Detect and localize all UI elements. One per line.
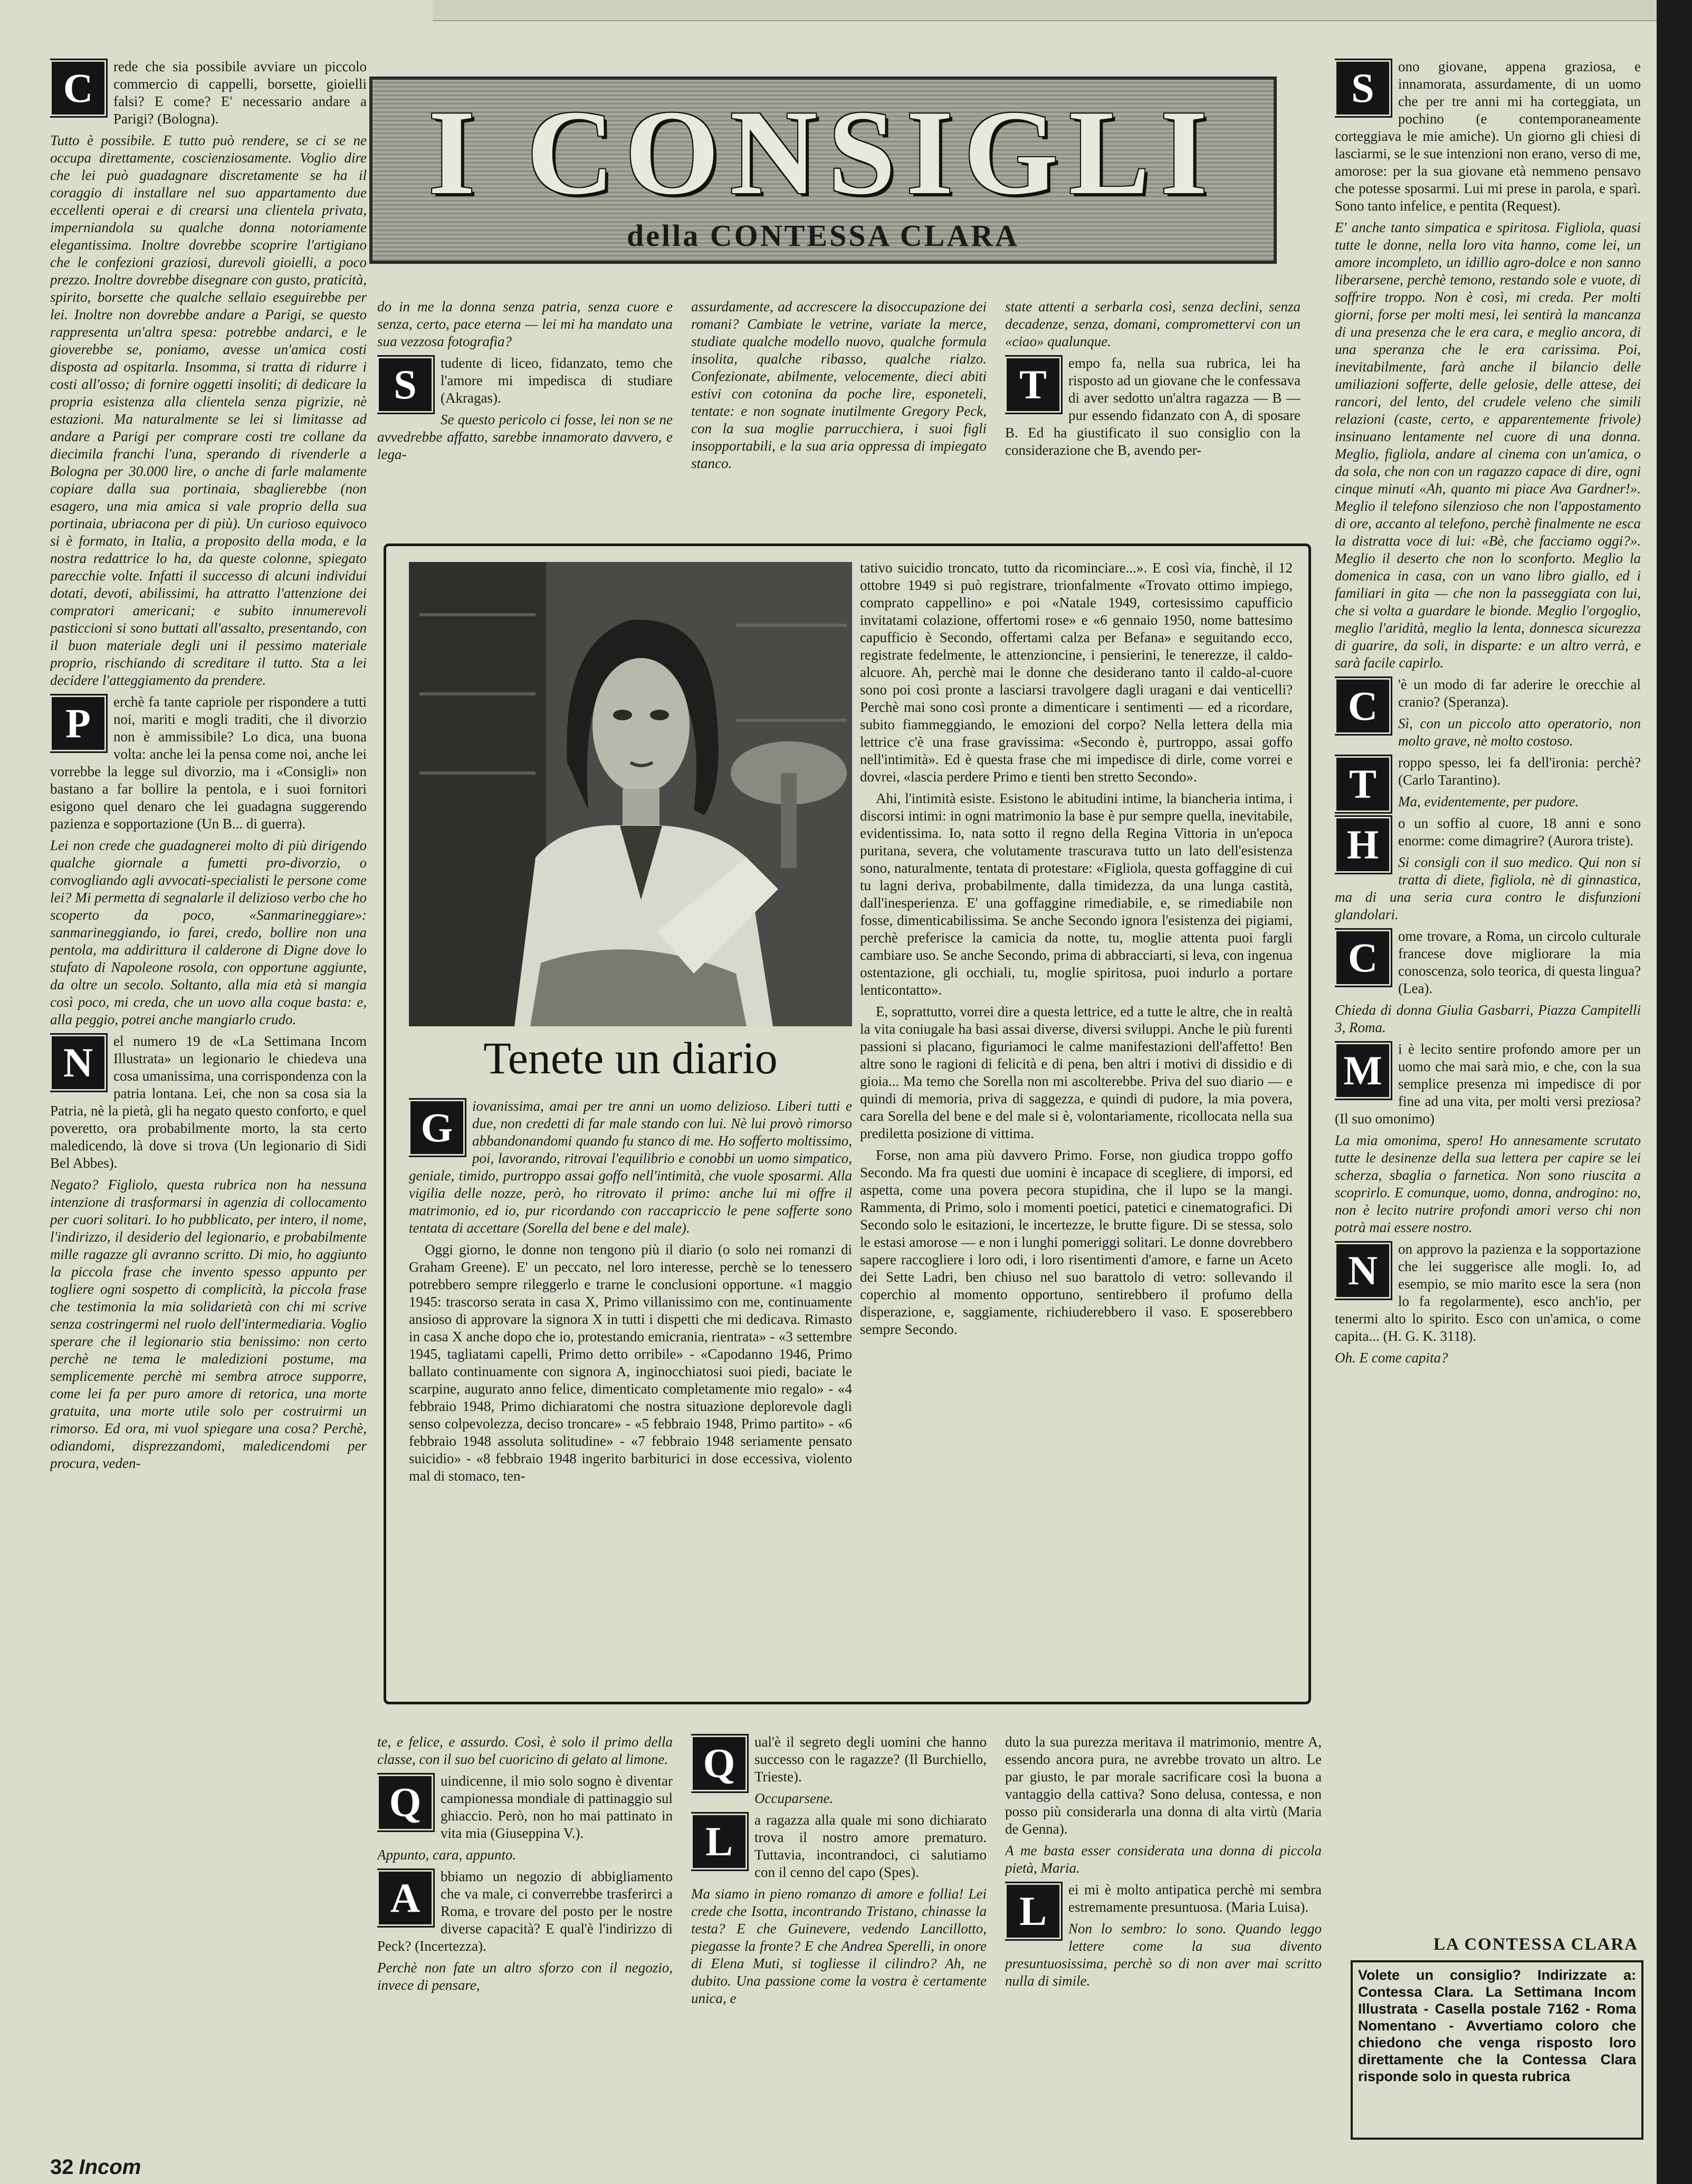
article-title: Tenete un diario (483, 1033, 778, 1083)
reply-continuation: state attenti a serbarla così, senza declini, senza decadenze, senza, domani, compromettervi con un «ciao» qualunque. (1005, 299, 1301, 349)
reply-maria-luisa: Non lo sembro: lo sono. Quando leggo lettere come la sua divento presuntuosissima, perchè so di non aver mai scritto nulla di simile. (1005, 1921, 1322, 1989)
reply-hgk: Oh. E come capita? (1335, 1350, 1448, 1366)
drop-cap: N (1335, 1243, 1391, 1299)
masthead-title: I CONSIGLI (428, 85, 1218, 220)
reply-speranza: Sì, con un piccolo atto operatorio, non molto grave, nè molto costoso. (1398, 716, 1641, 749)
letter-incertezza (377, 1868, 673, 1955)
reply-continuation: te, e felice, e assurdo. Così, è solo il primo della classe, con il suo bel cuoricino di gelato al limone. (377, 1734, 673, 1767)
letter-hgk (1335, 1241, 1641, 1345)
letter-tempo (1005, 355, 1301, 459)
drop-cap: T (1005, 357, 1061, 413)
drop-cap: G (409, 1100, 465, 1156)
reply-student: Se questo pericolo ci fosse, lei non se ne avvedrebbe affatto, sarebbe innamorato davvero, e lega- (377, 412, 673, 462)
drop-cap: S (377, 357, 433, 413)
brand-logo: Incom (79, 2156, 141, 2179)
reply-bologna: Tutto è possibile. E tutto può rendere, se ci se ne occupa direttamente, coscienziosamente. Voglio dire che lei può guadagnare discretamente se ha il coraggio di installare nel suo appartamento due eccellenti operai e di crearsi una clientela privata, imperniandola su qualche donna notoriamente elegantissima. Inoltre dovrebbe scoprire l'artigiano che le confezioni graziosi, durevoli gioielli, a poco prezzo. Inoltre dovrebbe disegnare con gusto, praticità, spirito, borsette che qualche sellaio eseguirebbe per lei. Inoltre non dovrebbe andare a Parigi, se questo rappresenta un'altra spesa: potrebbe andarci, e le gioverebbe se, poniamo, avesse un'amica costi disposta ad ospitarla. Insomma, si tratta di ridurre i costi all'osso; di fornire oggetti insoliti; di dedicare la propria esistenza alla clientela senza pigrizie, nè estazioni. Ma naturalmente se lei si limitasse ad andare a Parigi per comprare costi tre collane da diecimila franchi l'una, sperando di rivenderle a Bologna per 30.000 lire, o anche di farle malamente copiare dalla sua portinaia, sbaglierebbe (non esagero, una mia amica si vale proprio della sua portinaia, ubriacona per di più). Un curioso equivoco si è formato, in Italia, a proposito della moda, e la nostra redattrice lo ha, da queste colonne, spiegato parecchie volte. Infatti il successo di alcuni individui dotati, devoti, abilissimi, ha attratto l'attenzione dei compratori americani; e subito innumerevoli pasticcioni si sono buttati all'assalto, presentando, con il buon materiale degli uni il pessimo materiale proprio, rischiando di screditare il tutto. Sta a lei decidere l'atteggiamento da prendere. (50, 132, 367, 688)
reply-omonimo: La mia omonima, spero! Ho annesamente scrutato tutte le desinenze della sua lettera per capire se lei scherza, sbaglia o farnetica. Non sono riuscita a scoprirlo. E comunque, uomo, donna, androgino: no, non è lecito nutrire profondi amori verso chi non potrà mai essere nostro. (1335, 1132, 1641, 1235)
letter-text: o un soffio al cuore, 18 anni e sono enorme: come dimagrire? (Aurora triste). (1398, 815, 1641, 848)
reply-giuseppina: Appunto, cara, appunto. (377, 1847, 517, 1863)
top-edge-strip (433, 0, 1657, 21)
reply-lea: Chieda di donna Giulia Gasbarri, Piazza Campitelli 3, Roma. (1335, 1002, 1641, 1035)
reply-spes: Ma siamo in pieno romanzo di amore e follia! Lei crede che Isotta, incontrando Tristano, chinasse la testa? E che Guinevere, vedendo Lancillotto, piegasse la fronte? E che Andrea Sperelli, in onore di Elena Muti, si togliesse il cilindro? Ah, ne dubito. Una passione come la vostra è certamente unica, e (691, 1886, 987, 2006)
article-body-left: Oggi giorno, le donne non tengono più il diario (o solo nei romanzi di Graham Greene). E' un peccato, nel loro interesse, perchè se lo tenessero potrebbero sempre rileggerlo e trarne le conclusioni opportune. «1 maggio 1945: trascorso serata in casa X, Primo villanissimo con me, continuamente ansioso di approvare la signora X in tutti i dispetti che mi dedicava. Rimasto in casa X anche dopo che io, protestando emicrania, rientrata» - «3 settembre 1945, tagliatami capelli, Primo detto orribile» - «Capodanno 1946, Primo ballato continuamente con signora A, inginocchiatosi suoi piedi, baciate le scarpine, augurato anno felice, dimenticato completamente mio regalo» - «4 febbraio 1948, Primo dichiaratomi che nostra situazione deplorevole dagli senso colpevolezza, deciso troncare» - «5 febbraio 1948, Primo partito» - «6 febbraio 1948 assoluta solitudine» - «7 febbraio 1948 seriamente pensato suicidio» - «8 febbraio 1948 ingerito barbiturici in dose eccessiva, violento mal di stomaco, ten- (409, 1242, 852, 1484)
page-number: 32 (50, 2156, 74, 2179)
letter-maria-luisa (1005, 1881, 1322, 1934)
drop-cap: L (1005, 1883, 1061, 1939)
article-body-right-1: tativo suicidio troncato, tutto da ricominciare...». E così via, finchè, il 12 ottobre 1949 si può registrare, trionfalmente «Trovato ottimo impiego, comprato cappellino» e poi «Natale 1949, cortesissimo capufficio invitatami colazione, offertomi rose» e «6 gennaio 1950, nome battesimo capufficio è Secondo, offertami calza per Befana» e seguitando ecco, registrate fedelmente, le attenzioncine, i pensierini, le tenerezze, il caldo-alcuore. Ah, perchè mai le donne che desiderano tanto il caldo-al-cuore sono poi così pronte a lasciarsi travolgere dagli uragani e dai venticelli? Perchè mai sono così pronte a dimenticare i sentimenti — ed a ricordare, subito fiammeggiando, le emozioni del corpo? Nella lettera della mia lettrice c'è una frase gravissima: «Secondo è, purtroppo, assai goffo nell'intimità». Ed è questa frase che mi impedisce di dirle, come vorrei e dovrei, «lascia perdere Primo e tienti ben stretto Secondo». (860, 560, 1293, 785)
column-3-top (691, 298, 987, 538)
reply-burchiello: Occuparsene. (754, 1790, 834, 1806)
letter-request (1335, 58, 1641, 215)
binding-edge (1657, 0, 1692, 2184)
letter-text: ei mi è molto antipatica perchè mi sembra estremamente presuntuosa. (Maria Luisa). (1068, 1882, 1322, 1915)
reply-legionnaire: Negato? Figliolo, questa rubrica non ha nessuna intenzione di trasformarsi in agenzia di collocamento per cuori solitari. Io ho pubblicato, per intero, il nome, l'indirizzo, il desiderio del legionario, e probabilmente mille ragazze gli avranno scritto. Di mio, ho aggiunto la piccola frase che invento spesso appunto per togliere ogni sospetto di complicità, la piccola frase che testimonia la mia solidarietà con chi mi scrive senza costringermi nel ruolo dell'intermediaria. Voglio sperare che il legionario stia benissimo: non certo perchè ne tema le maledizioni postume, ma semplicemente perchè mi sembra atroce supporre, come lei fa per puro amore di retorica, una morte gratuita, una morte utile solo per costruirmi un rimorso. Ed ora, mi vuol spiegare una cosa? Perchè, odiandomi, disprezzandomi, maledicendomi per procura, veden- (50, 1177, 367, 1471)
letter-text: uindicenne, il mio solo sogno è diventar campionessa mondiale di pattinaggio sul ghiaccio. Però, non ho mai pattinato in vita mia (Giuseppina V.). (441, 1773, 673, 1841)
letter-text: tudente di liceo, fidanzato, temo che l'amore mi impedisca di studiare (Akragas). (441, 355, 673, 406)
reply-divorce: Lei non crede che guadagnerei molto di più dirigendo qualche giornale a fumetti pro-divorzio, o convogliando agli avvocati-specialisti le persone come lei? Mi permetta di segnalarle il delizioso verbo che ho scoperto da poco, «Sanmarineggiare»: sanmarineggiando, io farei, credo, bollire non una pentola, ma addirittura il calderone di Digne dove lo stufato di Napoleone rosola, con opportune aggiunte, da oltre un secolo. Soltanto, alla mia età si mangia così poco, mi creda, che un uovo alla coque basta: e, alla peggio, potrei anche mangiarlo crudo. (50, 837, 367, 1027)
column-2-top (377, 298, 673, 538)
drop-cap: T (1335, 756, 1391, 812)
drop-cap: C (50, 60, 106, 116)
article-body-right-3: E, soprattutto, vorrei dire a questa lettrice, ed a tutte le altre, che in realtà la vita coniugale ha basi assai diverse, diversi sviluppi. Anche le più furenti passioni si placano, figuriamoci le calme manifestazioni dell'affetto! Ben altre sono le ragioni di felicità e di pena, ben altri i motivi di dissidio e di gioia... Ma temo che Sorella non mi ascolterebbe. Priva del suo diario — e quindi di memoria, priva di saggezza, e quindi di pudore, la mia povera, cara Sorella del bene e del male si è, volontariamente, ricollocata nella sua prediletta posizione di vittima. (860, 1004, 1293, 1141)
drop-cap: S (1335, 60, 1391, 116)
letter-text: bbiamo un negozio di abbigliamento che va male, ci converrebbe trasferirci a Roma, e trovare del posto per le nostre diverse capacità? E qual'è l'indirizzo di Peck? (Incertezza). (377, 1868, 673, 1954)
letter-aurora (1335, 815, 1641, 867)
drop-cap: Q (377, 1775, 433, 1830)
letter-text: el numero 19 de «La Settimana Incom Illustrata» un legionario le chiedeva una cosa umanissima, una corrispondenza con la patria lontana. Lei, che non sa cosa sia la Patria, nè la pietà, gli ha negato questo conforto, e quel poveretto, ora probabilmente morto, la sta certo maledicendo, là dove si trova (Un legionario di Sidi Bel Abbes). (50, 1033, 367, 1171)
letter-continuation: duto la sua purezza meritava il matrimonio, mentre A, essendo ancora pura, ne avrebbe trovato un altro. Le par giusto, le par morale sacrificare così la buona a vantaggio della cattiva? Sono delusa, contessa, e non posso più considerarla una donna di alta virtù (Maria de Genna). (1005, 1734, 1322, 1837)
bottom-column-3 (691, 1733, 987, 2150)
letter-lea (1335, 928, 1641, 997)
letter-text: empo fa, nella sua rubrica, lei ha risposto ad un giovane che le confessava di aver sedotto un'altra ragazza — B — pur essendo fidanzato con A, di sposare B. Ed ha giustificato il suo consiglio con la considerazione che B, avendo per- (1005, 355, 1301, 458)
drop-cap: C (1335, 678, 1391, 734)
reply-maria: A me basta esser considerata una donna di piccola pietà, Maria. (1005, 1843, 1322, 1876)
reply-continuation: do in me la donna senza patria, senza cuore e senza, certo, pace eterna — lei mi ha mandato una sua vezzosa fotografia? (377, 299, 673, 349)
letter-omonimo (1335, 1041, 1641, 1128)
letter-spes (691, 1811, 987, 1881)
letter-text: rede che sia possibile avviare un piccolo commercio di cappelli, borsette, gioielli falsi? E come? E' necessario andare a Parigi? (Bologna). (113, 59, 367, 127)
letter-text: ome trovare, a Roma, un circolo culturale francese dove migliorare la mia conoscenza, solo teorica, di questa lingua? (Lea). (1398, 928, 1641, 996)
masthead-subtitle: della CONTESSA CLARA (627, 218, 1019, 253)
article-letter (409, 1098, 852, 1237)
drop-cap: P (50, 695, 106, 751)
article-right-column (860, 559, 1293, 1696)
letter-divorce (50, 693, 367, 833)
letter-text: iovanissima, amai per tre anni un uomo delizioso. Liberi tutti e due, non credetti di far male stando con lui. Nè lui provò rimorso abbandonandomi quando fu stanco di me. Ho sofferto moltissimo, poi, lavorando, ritrovai l'equilibrio e conobbi un uomo simpatico, geniale, timido, purtroppo assai goffo nell'intimità, che vuole sposarmi. Alla vigilia delle nozze, però, ho ritrovato il primo: anche lui mi offre il matrimonio, ed io, pur ricordando con raccapriccio le pene sofferte sono tentata di accettare (Sorella del bene e del male). (409, 1098, 852, 1236)
bottom-column-2 (377, 1733, 673, 2150)
column-4-top (1005, 298, 1301, 538)
drop-cap: H (1335, 817, 1391, 873)
drop-cap: N (50, 1035, 106, 1091)
reply-incertezza: Perchè non fate un altro sforzo con il negozio, invece di pensare, (377, 1960, 673, 1993)
reply-request: E' anche tanto simpatica e spiritosa. Figliola, quasi tutte le donne, nella loro vita hanno, come lei, un amore incompleto, un idillio agro-dolce e non sanno liberarsene, perchè temono, restando sole e vuote, di soffrire troppo. Non è così, mi creda. Per molti giorni, forse per molti mesi, lei sentirà la mancanza di una presenza che le era cara, e meglio ancora, di una speranza che le era carissima. Poi, inevitabilmente, farà anche il bilancio delle umiliazioni sofferte, delle gelosie, delle attese, dei rancori, del lento, del crudele veleno che simili relazioni (caste, certo, e apparentemente frivole) insinuano lentamente nel cuore di una donna. Meglio, figliola, andare al cinema con un'amica, o da sola, che non con un ragazzo capace di dire, ogni cinque minuti «Ah, quanto mi piace Ava Gardner!». Meglio il telefono silenzioso che non l'appostamento di ore, accanto al telefono, perchè finalmente ne esca la distratta voce di lui: «Bè, che facciamo oggi?». Meglio il deserto che non lo sconforto. Meglio la domenica in casa, con un vano libro giallo, ed i familiari in gita — che non la passeggiata con lui, che si volta a guardare le bionde. Meglio l'orgoglio, meglio l'aridità, meglio la lenta, donnesca sicurezza di guarire, da soli, in disparte: e un altro verrà, e sarà facile capirlo. (1335, 220, 1641, 671)
letter-student (377, 355, 673, 407)
portrait-woman-illustration (409, 562, 852, 1026)
letter-text: on approvo la pazienza e la sopportazione che lei suggerisce alle mogli. Io, ad esempio, se mio marito esce la sera (non lo fa regolarmente), esco anch'io, per tenermi alto lo spirito. Esco con un'amica, o come capita... (H. G. K. 3118). (1335, 1241, 1641, 1344)
drop-cap: C (1335, 930, 1391, 986)
author-signature: LA CONTESSA CLARA (1433, 1935, 1638, 1954)
bottom-column-4 (1005, 1733, 1322, 2150)
letter-text: ono giovane, appena graziosa, e innamorata, assurdamente, di un uomo che per tre anni mi ha corteggiata, un pochino (e contemporaneamente corteggiava le mie amiche). Un giorno gli chiesi di lasciarmi, se le sue intenzioni non erano, verso di me, amorose: per la sua giovane età nemmeno pensavo che potesse sposarmi. Lui mi prese in parola, e sparì. Sono tanto infelice, e pentita (Request). (1335, 59, 1641, 214)
reply-shop: assurdamente, ad accrescere la disoccupazione dei romani? Cambiate le vetrine, variate la merce, studiate qualche modello nuovo, qualche formula insolita, qualche ribasso, qualche rialzo. Confezionate, abilmente, velocemente, dieci abiti estivi con cotonina da poche lire, esponeteli, tentate: e non sognate inutilmente Gregory Peck, con la sua moglie parrucchiera, i suoi figli insopportabili, e la sua aria oppressa di impiegato stanco. (691, 299, 987, 471)
column-masthead (369, 77, 1277, 264)
letter-speranza (1335, 676, 1641, 729)
article-body-right-4: Forse, non ama più davvero Primo. Forse, non giudica troppo goffo Secondo. Ma fra questi due uomini è incapace di scegliere, di imporsi, ed aspetta, come una povera pecora stupidina, che il lupo se la mangi. Rammenta, di Primo, solo i momenti poetici, patetici e cinematografici. Di Secondo solo le esitazioni, le incertezze, le brutte figure. Di se stessa, solo le estasi amorose — e non i lunghi pomeriggi solitari. Le donne dovrebbero sapere raccogliere i loro odi, i loro risentimenti d'amore, e farne un Aceto dei Sette Ladri, ben chiuso nel suo barattolo di vetro: sollevando il coperchio al momento opportuno, sentirebbero il profumo della disperazione, e, saggiamente, richiuderebbero il vaso. E sposerebbero sempre Secondo. (860, 1147, 1293, 1337)
letter-text: erchè fa tante capriole per rispondere a tutti noi, mariti e mogli traditi, che il divorzio non è ammissibile? Lo dica, una buona volta: anche lei la pensa come noi, anche lei vorrebbe la legge sul divorzio, ma i «Consigli» non bastano a far bollire la pentola, e i suoi fornitori esigono quel denaro che lei guadagna suggerendo pazienza e sopportazione (Un B... di guerra). (50, 694, 367, 832)
article-left-column (409, 1098, 852, 1694)
letter-text: a ragazza alla quale mi sono dichiarato trova il nostro amore prematuro. Tuttavia, incontrandoci, ci salutiamo con il cenno del capo (Spes). (754, 1812, 987, 1880)
article-body-right-2: Ahi, l'intimità esiste. Esistono le abitudini intime, la biancheria intima, i discorsi intimi: in ogni matrimonio la base è pur sempre quella, inevitabile, evidentissima. Io, nata sotto il regno della Regina Vittoria in un'epoca puritana, severa, che volutamente trascurava tutto un lato dell'esistenza sono, naturalmente, tentata di protestare: «Figliola, questa goffaggine di cui tu lagni deriva, probabilmente, dalla timidezza, da una lunga castità, dall'inesperienza. E' una goffaggine rimediabile, e, se rimediabile non fosse, dimenticabilissima. Se anche Secondo ignora l'esistenza dei pigiami, perchè preferisce la camicia da notte, tu, moglie attenta puoi fargli cambiare uso. Se anche Secondo, prima di abbracciarti, si leva, con ingenua ostentazione, gli occhiali, tu, moglie spiritosa, puoi indurlo a portare lenticontatto». (860, 790, 1293, 998)
drop-cap: M (1335, 1043, 1391, 1099)
contact-info-box: Volete un consiglio? Indirizzate a: Contessa Clara. La Settimana Incom Illustrata - Casella postale 7162 - Roma Nomentano - Avvertiamo coloro che chiedono che venga risposto loro direttamente che la Contessa Clara risponde solo in questa rubrica (1351, 1960, 1643, 2140)
letter-text: i è lecito sentire profondo amore per un uomo che mai sarà mio, e che, con la sua semplice presenza mi impedisce di por fine ad una vita, per molti versi preziosa? (Il suo omonimo) (1335, 1041, 1641, 1127)
page-footer (50, 2156, 141, 2179)
letter-bologna (50, 58, 367, 128)
letter-giuseppina (377, 1772, 673, 1842)
drop-cap: Q (691, 1735, 747, 1791)
reply-tarantino: Ma, evidentemente, per pudore. (1398, 794, 1579, 809)
portrait-illustration (409, 562, 852, 1026)
letter-burchiello (691, 1733, 987, 1786)
drop-cap: L (691, 1814, 747, 1870)
column-5 (1335, 58, 1641, 1931)
letter-text: 'è un modo di far aderire le orecchie al cranio? (Speranza). (1398, 676, 1641, 710)
letter-text: roppo spesso, lei fa dell'ironia: perchè? (Carlo Tarantino). (1398, 755, 1641, 788)
column-1 (50, 58, 367, 2153)
drop-cap: A (377, 1870, 433, 1926)
letter-legionnaire (50, 1033, 367, 1172)
reply-aurora: Si consigli con il suo medico. Qui non si tratta di diete, figliola, nè di ginnastica, ma di una seria cura contro le disfunzioni glandolari. (1335, 854, 1641, 922)
letter-text: ual'è il segreto degli uomini che hanno successo con le ragazze? (Il Burchiello, Trieste). (754, 1734, 987, 1785)
